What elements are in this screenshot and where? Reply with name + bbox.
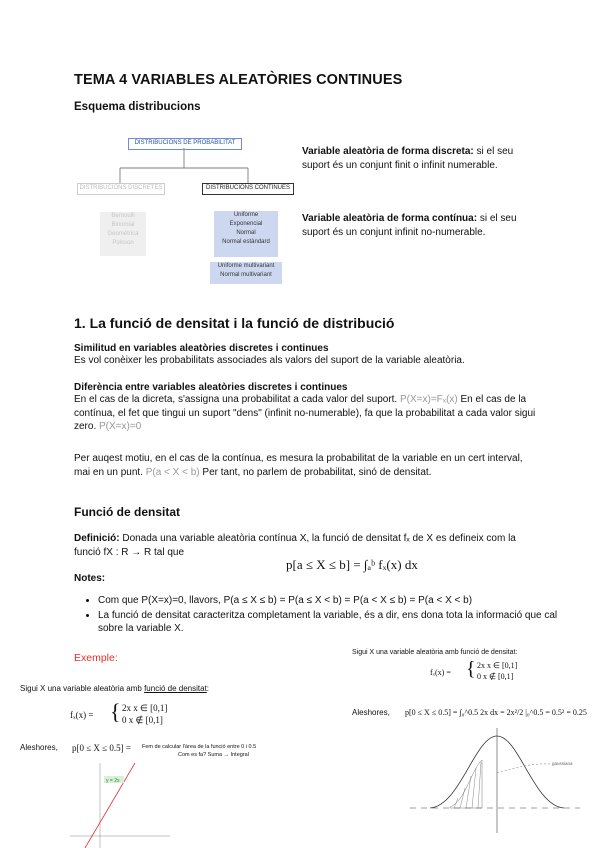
notes-list bbox=[74, 594, 568, 637]
def-continuous bbox=[302, 212, 532, 239]
left-line-chart bbox=[70, 758, 170, 848]
def-discrete-label: Variable aleatòria de forma discreta: bbox=[302, 146, 474, 157]
right-probability: p[0 ≤ X ≤ 0.5] = ∫₀^0.5 2x dx = 2x²/2 |₀^0.5 = 0.5² = 0.25 bbox=[405, 708, 587, 717]
def-continuous-label: Variable aleatòria de forma contínua: bbox=[302, 213, 478, 224]
left-note-1: Fem de calcular l'àrea de la funció entre 0 i 0.5 bbox=[142, 744, 257, 750]
right-brace-icon: { bbox=[466, 658, 476, 680]
interval-formula: P(a < X < b) bbox=[145, 466, 200, 478]
right-piecewise-case-1: 2x x ∈ [0,1] bbox=[477, 661, 518, 670]
diagram-continuous: DISTRIBUCIONS CONTINUES bbox=[202, 183, 294, 195]
brace-icon: { bbox=[110, 699, 121, 724]
annotation-arrow bbox=[497, 764, 550, 773]
continuous-item: Exponencial bbox=[229, 221, 263, 227]
right-aleshores: Aleshores, bbox=[352, 708, 390, 717]
diagram-multivariant-list bbox=[210, 262, 282, 284]
piecewise-case-2: 0 x ∉ [0,1] bbox=[122, 715, 163, 725]
interval-text-1: Per auqest motiu, en el cas de la contínua, es mesura la probabilitat de la variable en un cert interval, mai en un punt. bbox=[74, 453, 523, 478]
left-probability: p[0 ≤ X ≤ 0.5] = bbox=[72, 743, 131, 753]
line-label: y = 2x bbox=[106, 778, 120, 784]
difference-text-1: En el cas de la dicreta, s'assigna una probabilitat a cada valor del suport. bbox=[74, 394, 400, 405]
piecewise-case-1: 2x x ∈ [0,1] bbox=[122, 703, 168, 713]
similarity-title: Similitud en variables aleatòries discretes i continues bbox=[74, 343, 329, 354]
section-1-title: 1. La funció de densitat i la funció de distribució bbox=[74, 315, 395, 331]
def-discrete bbox=[302, 145, 532, 172]
difference-formula-2: P(X=x)=0 bbox=[99, 421, 142, 432]
shaded-area bbox=[450, 760, 482, 808]
multi-item: Normal multivariant bbox=[220, 272, 272, 278]
page-title: TEMA 4 VARIABLES ALEATÒRIES CONTINUES bbox=[74, 72, 403, 88]
similarity-block bbox=[74, 343, 534, 368]
right-piecewise-lhs: fₓ(x) = bbox=[430, 668, 451, 677]
density-title: Funció de densitat bbox=[74, 505, 181, 519]
note-item: • La funció de densitat caracteritza completament la variable, és a dir, ens dona tota la informació que cal sobre la variable X. bbox=[98, 609, 568, 636]
notes-title: Notes: bbox=[74, 573, 106, 584]
difference-block bbox=[74, 382, 536, 434]
difference-title: Diferència entre variables aleatòries discretes i continues bbox=[74, 382, 348, 393]
diagram-discrete-list bbox=[100, 212, 146, 256]
difference-text bbox=[74, 393, 536, 434]
discrete-item: Binomial bbox=[111, 222, 135, 228]
continuous-item: Normal bbox=[236, 230, 256, 236]
similarity-text: Es vol conèixer les probabilitats associades als valors del suport de la variable aleatòria. bbox=[74, 355, 465, 366]
left-note-2: Com es fa? Suma → Integral bbox=[178, 752, 249, 758]
def-continuous-text: si el seu suport és un conjunt infinit no-numerable. bbox=[302, 213, 517, 238]
example-label: Exemple: bbox=[74, 652, 118, 664]
piecewise-lhs: fₓ(x) = bbox=[70, 710, 94, 720]
diagram-continuous-list bbox=[214, 211, 278, 257]
density-definition bbox=[74, 532, 534, 559]
diagram-root: DISTRIBUCIONS DE PROBABILITAT bbox=[128, 138, 242, 150]
definition-label: Definició: bbox=[74, 533, 120, 544]
def-discrete-text: si el seu suport és un conjunt finit o infinit numerable. bbox=[302, 146, 514, 171]
interval-text-2: Per tant, no parlem de probabilitat, sinó de densitat. bbox=[199, 466, 432, 478]
left-intro-colon: : bbox=[206, 684, 210, 693]
discrete-item: Poisson bbox=[112, 240, 134, 246]
gaussian-label: gaussiana bbox=[552, 761, 573, 766]
left-aleshores: Aleshores, bbox=[20, 743, 58, 752]
multi-item: Uniforme multivariant bbox=[217, 263, 275, 269]
density-formula: p[a ≤ X ≤ b] = ∫ₐᵇ fₓ(x) dx bbox=[286, 557, 418, 572]
section-subtitle: Esquema distribucions bbox=[74, 101, 201, 113]
discrete-item: Bernoulli bbox=[111, 213, 135, 219]
left-intro-text: Sigui X una variable aleatòria amb bbox=[20, 684, 145, 693]
interval-paragraph bbox=[74, 452, 529, 479]
example-left-intro bbox=[20, 684, 209, 693]
continuous-item: Uniforme bbox=[233, 212, 259, 218]
line-y-2x bbox=[85, 763, 135, 848]
note-item: • Com que P(X=x)=0, llavors, P(a ≤ X ≤ b) = P(a ≤ X < b) = P(a < X ≤ b) = P(a < X < b) bbox=[98, 594, 568, 608]
right-piecewise-case-2: 0 x ∉ [0,1] bbox=[477, 672, 514, 681]
definition-text: Donada una variable aleatòria contínua X, la funció de densitat fₓ de X es defineix com la funció fX : R → R tal que bbox=[74, 533, 516, 558]
right-gaussian-chart bbox=[410, 728, 580, 833]
difference-text-2: En el cas de la contínua, el fet que tingui un suport "dens" (infinit no-numerable), fa que la probabilitat a cada valor sigui zero. bbox=[74, 394, 536, 432]
left-intro-underlined: funció de densitat bbox=[144, 684, 207, 693]
discrete-item: Geomètrica bbox=[107, 231, 139, 237]
continuous-item: Normal estàndard bbox=[222, 239, 270, 245]
diagram-discrete: DISTRIBUCIONS DISCRETES bbox=[77, 183, 165, 195]
difference-formula-1: P(X=x)=Fₓ(x) bbox=[400, 394, 458, 405]
example-right-intro: Sigui X una variable aleatòria amb funció de densitat: bbox=[352, 649, 518, 656]
